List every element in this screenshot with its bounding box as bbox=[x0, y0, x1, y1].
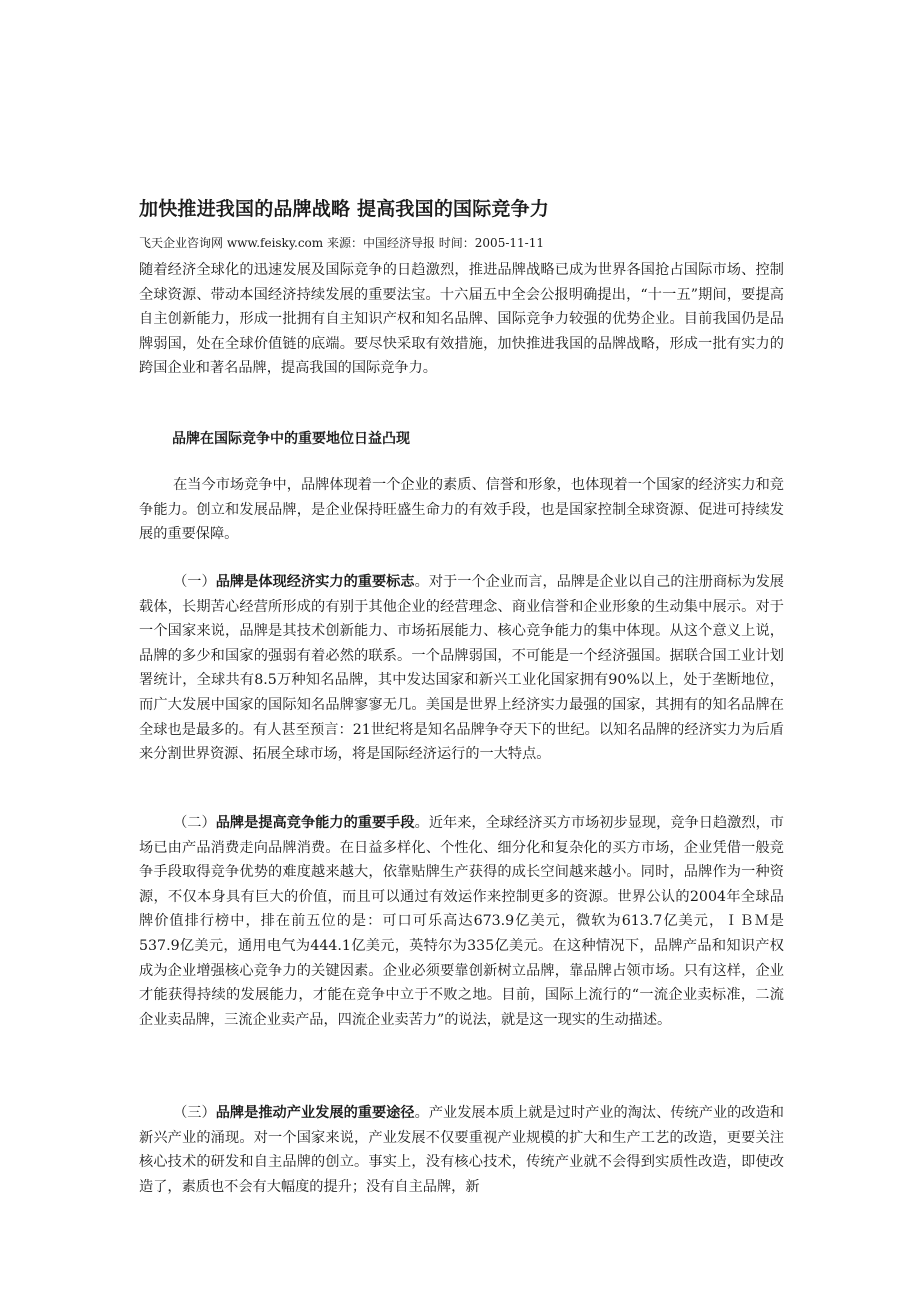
article-intro: 随着经济全球化的迅速发展及国际竞争的日趋激烈，推进品牌战略已成为世界各国抢占国际市场、控制全球资源、带动本国经济持续发展的重要法宝。十六届五中全会公报明确提出，“十一五”期间，要提高自主创新能力，形成一批拥有自主知识产权和知名品牌、国际竞争力较强的优势企业。目前我国仍是品牌弱国，处在全球价值链的底端。要尽快采取有效措施，加快推进我国的品牌战略，形成一批有实力的跨国企业和著名品牌，提高我国的国际竞争力。 bbox=[139, 262, 784, 376]
paragraph-2-prefix: （一） bbox=[173, 574, 216, 590]
paragraph-2-body: 。对于一个企业而言，品牌是企业以自己的注册商标为发展载体，长期苦心经营所形成的有别于其他企业的经营理念、商业信誉和企业形象的生动集中展示。对于一个国家来说，品牌是其技术创新能力、市场拓展能力、核心竞争能力的集中体现。从这个意义上说，品牌的多少和国家的强弱有着必然的联系。一个品牌弱国，不可能是一个经济强国。据联合国工业计划署统计，全球共有8.5万种知名品牌，其中发达国家和新兴工业化国家拥有90%以上，处于垄断地位，而广大发展中国家的国际知名品牌寥寥无几。美国是世界上经济实力最强的国家，其拥有的知名品牌在全球也是最多的。有人甚至预言：21世纪将是知名品牌争夺天下的世纪。以知名品牌的经济实力为后盾来分割世界资源、拓展全球市场，将是国际经济运行的一大特点。 bbox=[139, 574, 784, 763]
paragraph-2-lead: 品牌是体现经济实力的重要标志 bbox=[215, 574, 415, 590]
paragraph-3 bbox=[139, 811, 784, 1032]
article-meta: 飞天企业咨询网 www.feisky.com 来源：中国经济导报 时间：2005-11-11 bbox=[139, 236, 544, 250]
paragraph-4-lead: 品牌是推动产业发展的重要途径 bbox=[215, 1105, 415, 1121]
article-title: 加快推进我国的品牌战略 提高我国的国际竞争力 bbox=[139, 198, 550, 220]
paragraph-1: 在当今市场竞争中，品牌体现着一个企业的素质、信誉和形象，也体现着一个国家的经济实力和竞争能力。创立和发展品牌，是企业保持旺盛生命力的有效手段，也是国家控制全球资源、促进可持续发展的重要保障。 bbox=[139, 477, 784, 543]
section-heading: 品牌在国际竞争中的重要地位日益凸现 bbox=[172, 431, 410, 447]
paragraph-4 bbox=[139, 1101, 784, 1199]
paragraph-3-lead: 品牌是提高竞争能力的重要手段 bbox=[215, 815, 415, 831]
paragraph-2 bbox=[139, 570, 784, 767]
paragraph-4-body: 。产业发展本质上就是过时产业的淘汰、传统产业的改造和新兴产业的涌现。对一个国家来说，产业发展不仅要重视产业规模的扩大和生产工艺的改造，更要关注核心技术的研发和自主品牌的创立。事实上，没有核心技术，传统产业就不会得到实质性改造，即使改造了，素质也不会有大幅度的提升；没有自主品牌，新 bbox=[139, 1105, 784, 1195]
paragraph-3-prefix: （二） bbox=[173, 815, 216, 831]
paragraph-4-prefix: （三） bbox=[173, 1105, 216, 1121]
paragraph-3-body: 。近年来，全球经济买方市场初步显现，竞争日趋激烈，市场已由产品消费走向品牌消费。在日益多样化、个性化、细分化和复杂化的买方市场，企业凭借一般竞争手段取得竞争优势的难度越来越大，依靠贴牌生产获得的成长空间越来越小。同时，品牌作为一种资源，不仅本身具有巨大的价值，而且可以通过有效运作来控制更多的资源。世界公认的2004年全球品牌价值排行榜中，排在前五位的是：可口可乐高达673.9亿美元，微软为613.7亿美元，ＩＢＭ是537.9亿美元，通用电气为444.1亿美元，英特尔为335亿美元。在这种情况下，品牌产品和知识产权成为企业增强核心竞争力的关键因素。企业必须要靠创新树立品牌，靠品牌占领市场。只有这样，企业才能获得持续的发展能力，才能在竞争中立于不败之地。目前，国际上流行的“一流企业卖标准，二流企业卖品牌，三流企业卖产品，四流企业卖苦力”的说法，就是这一现实的生动描述。 bbox=[139, 815, 784, 1028]
